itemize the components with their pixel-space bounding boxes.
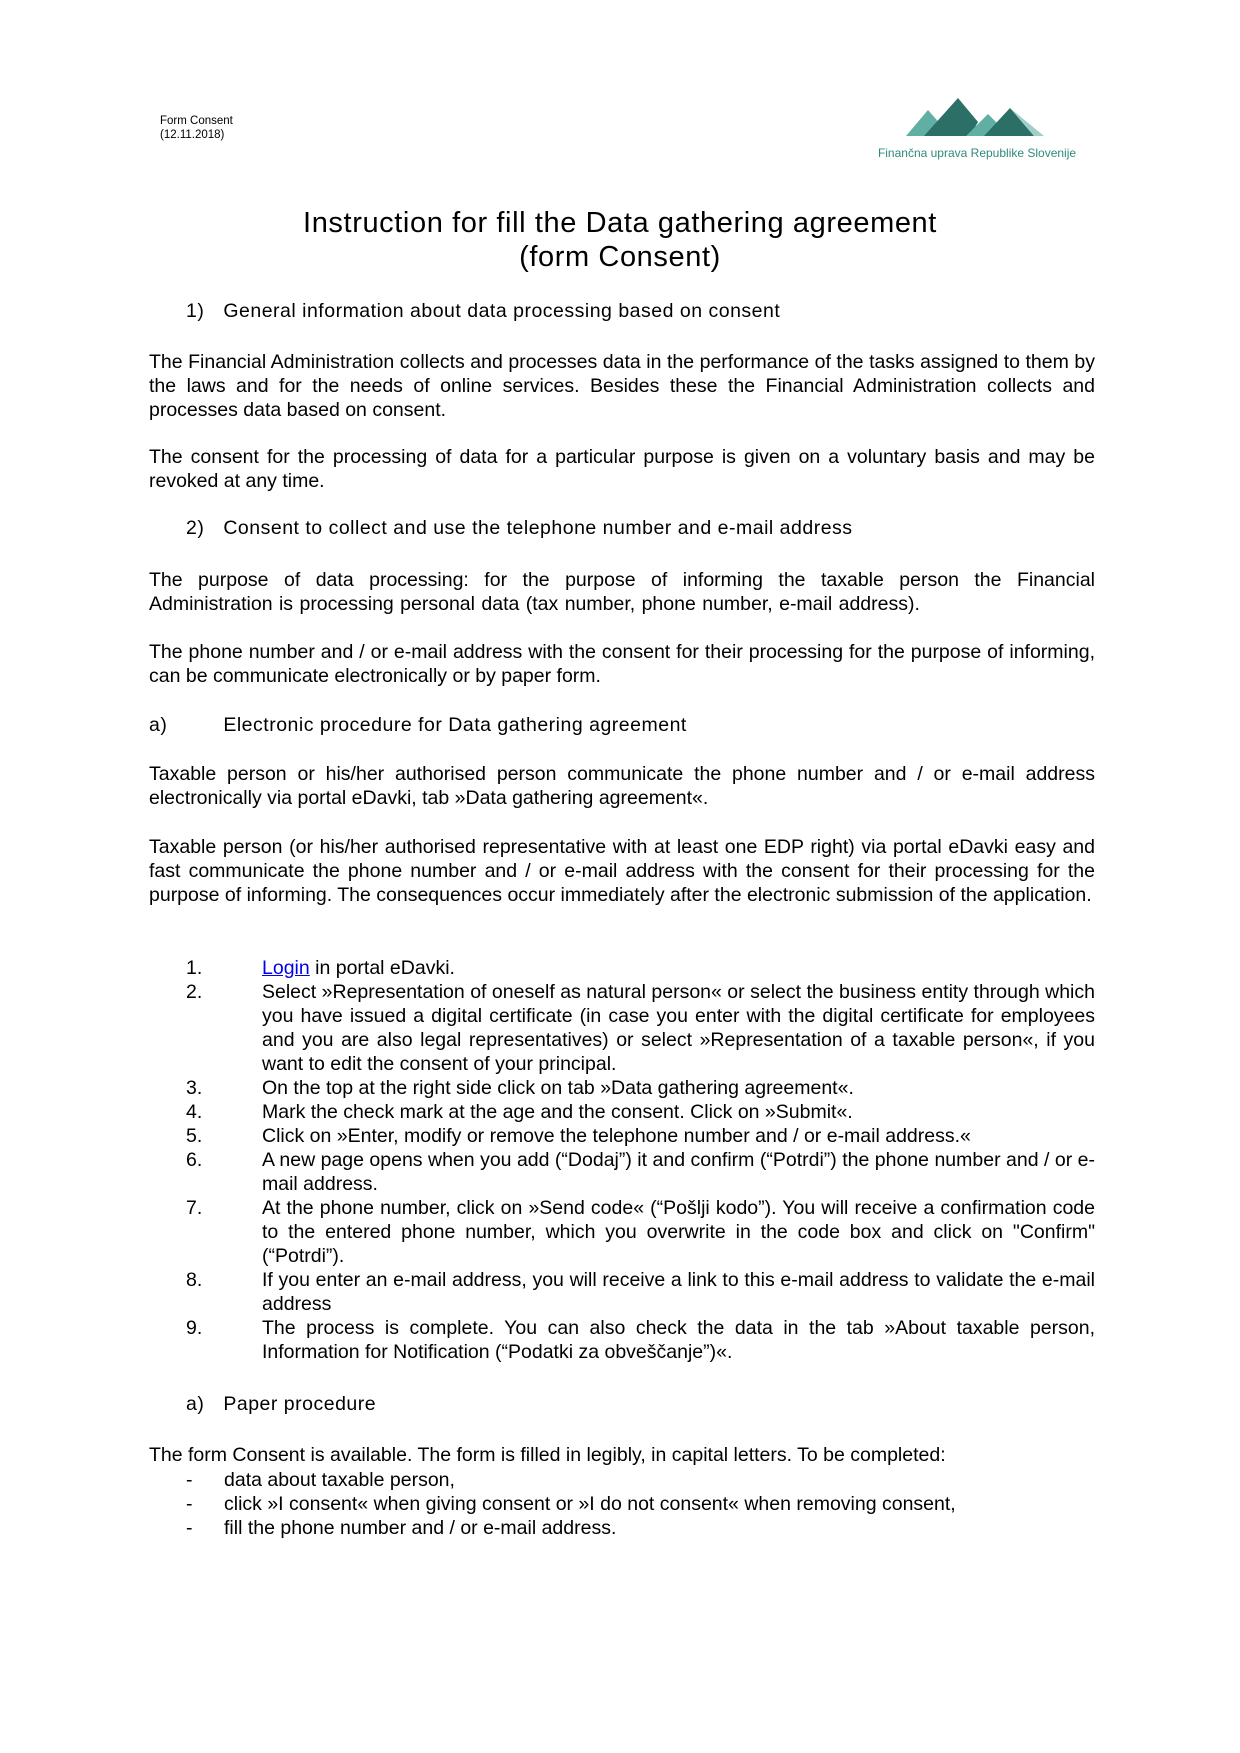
section-2-title: Consent to collect and use the telephone number and e-mail address [223, 517, 853, 539]
list-item-number: 8. [186, 1269, 203, 1291]
list-item-text: Mark the check mark at the age and the consent. Click on »Submit«. [262, 1101, 853, 1123]
list-item [149, 1100, 1095, 1124]
section-2-para-1: The purpose of data processing: for the purpose of informing the taxable person the Financial Administration is processing personal data (tax number, phone number, e-mail address). [149, 569, 1095, 615]
list-item-number: 1. [186, 957, 203, 979]
section-1-number: 1) [186, 300, 205, 322]
logo-text: Finančna uprava Republike Slovenije [877, 146, 1077, 160]
list-item [149, 1076, 1095, 1100]
title-line-1: Instruction for fill the Data gathering agreement [303, 207, 937, 239]
form-meta [160, 114, 233, 142]
list-item-text: Select »Representation of oneself as natural person« or select the business entity through which you have issued a digital certificate (in case you enter with the digital certificate for employees and you are also legal representatives) or select »Representation of a taxable person«, if you want to edit the consent of your principal. [262, 981, 1095, 1075]
list-item-number: 7. [186, 1197, 203, 1219]
list-item [149, 1516, 1095, 1540]
dash-bullet: - [186, 1469, 193, 1491]
form-date: (12.11.2018) [160, 129, 225, 141]
list-item-number: 5. [186, 1125, 203, 1147]
subsection-a-para-1: Taxable person or his/her authorised person communicate the phone number and / or e-mail address electronically via portal eDavki, tab »Data gathering agreement«. [149, 763, 1095, 809]
section-2-number: 2) [186, 517, 205, 539]
subsection-b-letter: a) [186, 1393, 205, 1415]
section-1-title: General information about data processing based on consent [223, 300, 781, 322]
list-item-text [262, 956, 1095, 980]
list-item-text: On the top at the right side click on tab »Data gathering agreement«. [262, 1077, 854, 1099]
list-item-text: click »I consent« when giving consent or »I do not consent« when removing consent, [224, 1493, 956, 1515]
dash-bullet: - [186, 1493, 193, 1515]
subsection-a-heading [149, 713, 687, 737]
title-line-2: (form Consent) [519, 241, 721, 273]
section-1-para-2: The consent for the processing of data for a particular purpose is given on a voluntary basis and may be revoked at any time. [149, 446, 1095, 492]
list-item [149, 1492, 1095, 1516]
list-item-number: 4. [186, 1101, 203, 1123]
list-item-number: 9. [186, 1317, 203, 1339]
list-item [149, 1124, 1095, 1148]
list-item-text: The process is complete. You can also check the data in the tab »About taxable person, Information for Notification (“Podatki za obveščanje”)«. [262, 1317, 1095, 1363]
list-item [149, 956, 1095, 980]
list-item-number: 6. [186, 1149, 203, 1171]
steps-list [149, 956, 1095, 1364]
page-title [150, 206, 1090, 274]
list-item-text: Click on »Enter, modify or remove the telephone number and / or e-mail address.« [262, 1125, 971, 1147]
subsection-a-letter: a) [149, 714, 168, 736]
section-2-para-2: The phone number and / or e-mail address with the consent for their processing for the purpose of informing, can be communicate electronically or by paper form. [149, 641, 1095, 687]
list-item [149, 1316, 1095, 1364]
subsection-a-para-2: Taxable person (or his/her authorised representative with at least one EDP right) via portal eDavki easy and fast communicate the phone number and / or e-mail address with the consent for their processing for the purpose of informing. The consequences occur immediately after the electronic submission of the application. [149, 836, 1095, 906]
list-item [149, 1196, 1095, 1268]
list-item-text-rest: in portal eDavki. [309, 957, 455, 979]
section-2-heading [186, 516, 853, 540]
dash-bullet: - [186, 1517, 193, 1539]
form-name: Form Consent [160, 115, 233, 127]
list-item-text: If you enter an e-mail address, you will receive a link to this e-mail address to validate the e-mail address [262, 1269, 1095, 1315]
list-item-text: fill the phone number and / or e-mail address. [224, 1517, 617, 1539]
subsection-a-title: Electronic procedure for Data gathering agreement [223, 714, 687, 736]
subsection-b-heading [186, 1392, 376, 1416]
list-item [149, 1148, 1095, 1196]
list-item-number: 2. [186, 981, 203, 1003]
section-1-heading [186, 299, 780, 323]
section-1-para-1: The Financial Administration collects and processes data in the performance of the tasks assigned to them by the laws and for the needs of online services. Besides these the Financial Administration collects and processes data based on consent. [149, 351, 1095, 421]
list-item [149, 980, 1095, 1076]
subsection-b-title: Paper procedure [223, 1393, 377, 1415]
list-item-text: A new page opens when you add (“Dodaj”) it and confirm (“Potrdi”) the phone number and / or e-mail address. [262, 1149, 1095, 1195]
requirements-list [149, 1468, 1095, 1540]
subsection-b-para-1: The form Consent is available. The form is filled in legibly, in capital letters. To be completed: [149, 1444, 946, 1466]
mountains-logo-icon [906, 96, 1044, 140]
login-link[interactable]: Login [262, 957, 310, 979]
list-item-number: 3. [186, 1077, 203, 1099]
list-item-text: data about taxable person, [224, 1469, 455, 1491]
logo [868, 96, 1086, 162]
list-item [149, 1268, 1095, 1316]
list-item-text: At the phone number, click on »Send code« (“Pošlji kodo”). You will receive a confirmation code to the entered phone number, which you overwrite in the code box and click on "Confirm" (“Potrdi”). [262, 1197, 1095, 1267]
list-item [149, 1468, 1095, 1492]
